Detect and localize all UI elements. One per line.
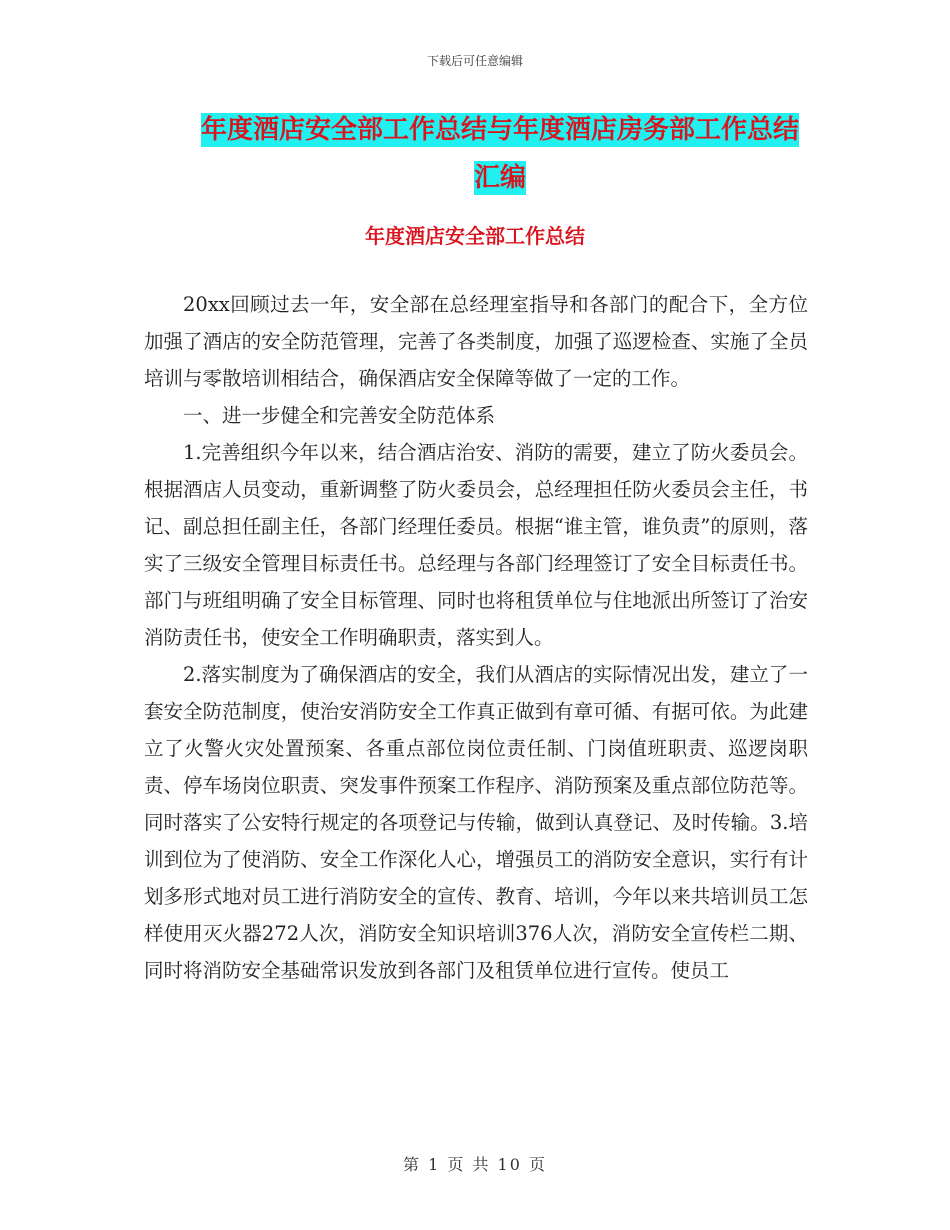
paragraph-system: 2.落实制度为了确保酒店的安全，我们从酒店的实际情况出发，建立了一套安全防范制度，使治安消防安全工作真正做到有章可循、有据可依。为此建立了火警火灾处置预案、各重点部位岗位责任制、门岗值班职责、巡逻岗职责、停车场岗位职责、突发事件预案工作程序、消防预案及重点部位防范等。同时落实了公安特行规定的各项登记与传输，做到认真登记、及时传输。3.培训到位为了使消防、安全工作深化人心，增强员工的消防安全意识，实行有计划多形式地对员工进行消防安全的宣传、教育、培训，今年以来共培训员工怎样使用灭火器272人次，消防安全知识培训376人次，消防安全宣传栏二期、同时将消防安全基础常识发放到各部门及租赁单位进行宣传。使员工 bbox=[144, 663, 808, 982]
document-title-line2: 汇编 bbox=[473, 163, 526, 193]
page-number: 第 1 页 共 10 页 bbox=[403, 1155, 547, 1174]
document-title bbox=[190, 106, 810, 202]
section-title: 年度酒店安全部工作总结 bbox=[365, 224, 585, 248]
paragraph-heading-1: 一、进一步健全和完善安全防范体系 bbox=[183, 404, 496, 427]
document-body bbox=[144, 286, 808, 989]
paragraph-organization: 1.完善组织今年以来，结合酒店治安、消防的需要，建立了防火委员会。根据酒店人员变动，重新调整了防火委员会，总经理担任防火委员会主任，书记、副总担任副主任，各部门经理任委员。根据“谁主管，谁负责”的原则，落实了三级安全管理目标责任书。总经理与各部门经理签订了安全目标责任书。部门与班组明确了安全目标管理、同时也将租赁单位与住地派出所签订了治安消防责任书，使安全工作明确职责，落实到人。 bbox=[144, 441, 808, 649]
document-title-line1: 年度酒店安全部工作总结与年度酒店房务部工作总结 bbox=[200, 115, 799, 145]
paragraph-intro: 20xx回顾过去一年，安全部在总经理室指导和各部门的配合下，全方位加强了酒店的安全防范管理，完善了各类制度，加强了巡逻检查、实施了全员培训与零散培训相结合，确保酒店安全保障等做了一定的工作。 bbox=[144, 293, 808, 390]
header-note: 下载后可任意编辑 bbox=[426, 54, 523, 68]
